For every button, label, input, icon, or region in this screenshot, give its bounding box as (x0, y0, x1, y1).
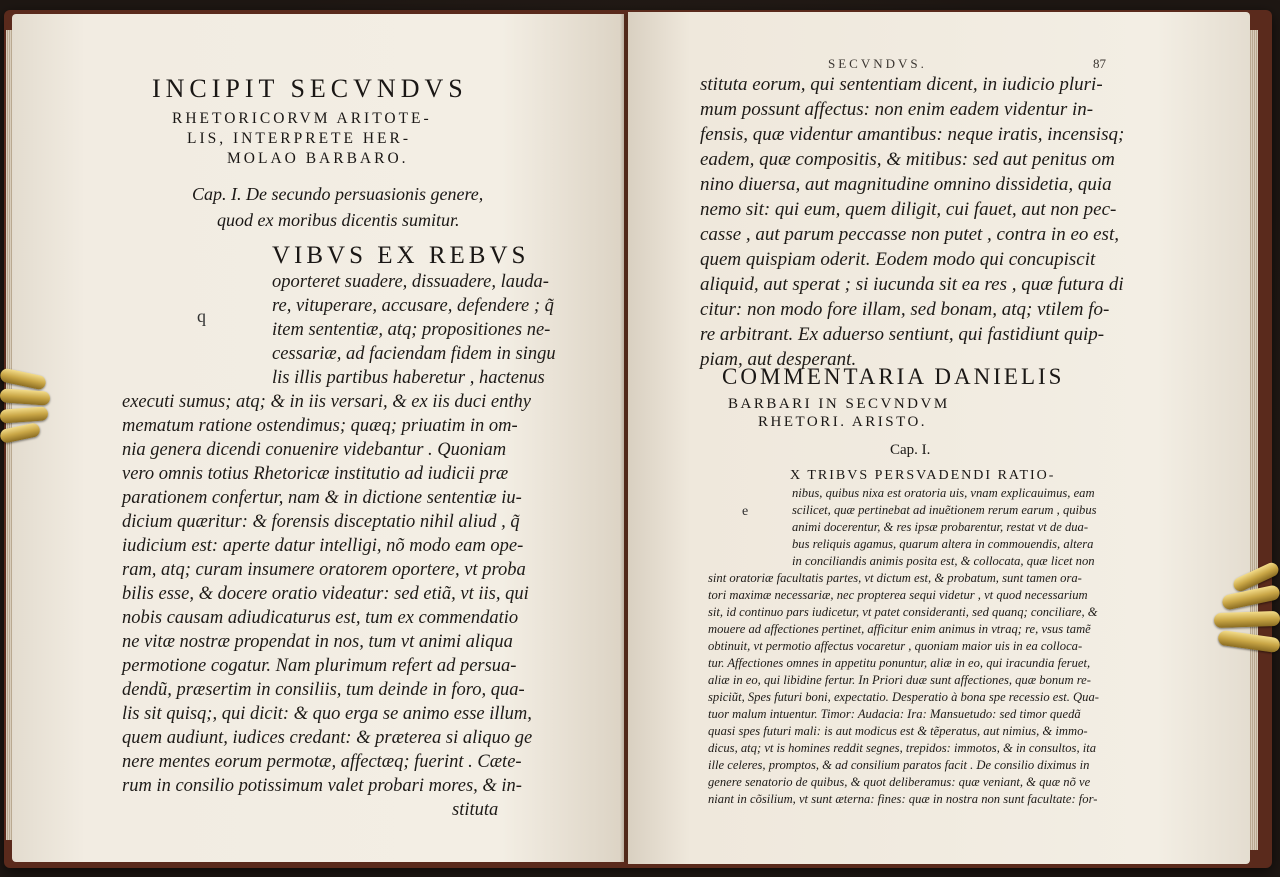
body-line: oporteret suadere, dissuadere, lauda- (272, 272, 549, 292)
body-line: iudicium est: aperte datur intelligi, nõ modo eam ope- (122, 536, 524, 556)
body-line: nemo sit: qui eum, quem diligit, cui fauet, aut non pec- (700, 199, 1117, 220)
left-title: INCIPIT SECVNDVS (152, 74, 468, 103)
commentary-line: obtinuit, vt permotio affectus vocaretur , quoniam maior uis in ea colloca- (708, 639, 1083, 653)
body-line: fensis, quæ videntur amantibus: neque iratis, incensisq; (700, 124, 1125, 145)
body-line: casse , aut parum peccasse non putet , contra in eo est, (700, 224, 1119, 245)
commentary-line: sit, id continuo pars iudicetur, vt patet consideranti, sed quanq; conciliare, & (708, 605, 1098, 619)
left-page (12, 14, 624, 862)
commentary-incipit: X TRIBVS PERSVADENDI RATIO- (790, 468, 1056, 483)
body-line: executi sumus; atq; & in iis versari, & ex iis duci enthy (122, 392, 531, 412)
body-line: vero omnis totius Rhetoricæ institutio ad iudicii præ (122, 464, 509, 484)
body-line: dicium quæritur: & forensis disceptatio nihil aliud , q̃ (122, 512, 520, 532)
body-line: nobis causam adiudicaturus est, tum ex commendatio (122, 608, 519, 628)
chapter-heading-line: quod ex moribus dicentis sumitur. (217, 210, 460, 230)
left-subtitle-line: LIS, INTERPRETE HER- (187, 130, 412, 147)
drop-cap-guide-letter: e (742, 504, 749, 519)
page-number: 87 (1093, 56, 1106, 71)
left-page-clip (0, 372, 54, 454)
chapter-heading-line: Cap. I. De secundo persuasionis genere, (192, 184, 484, 204)
body-line: eadem, quæ compositis, & mitibus: sed aut penitus om (700, 149, 1115, 170)
body-line: item sententiæ, atq; propositiones ne- (272, 320, 551, 340)
body-line: mum possunt affectus: non enim eadem videntur in- (700, 99, 1094, 120)
body-line: piam, aut desperant. (700, 349, 857, 370)
page-edges-right (1250, 30, 1258, 850)
commentary-line: spiciũt, Spes futuri boni, expectatio. Desperatio à bona spe recessio est. Qua- (708, 690, 1099, 704)
commentary-line: quasi spes futuri mali: is aut modicus est & tẽperatus, aut nimius, & immo- (708, 724, 1088, 738)
body-line: cessariæ, ad faciendam fidem in singu (272, 344, 556, 364)
body-line: quem audiunt, iudices credant: & præterea si aliquo ge (122, 728, 533, 748)
commentary-title: COMMENTARIA DANIELIS (722, 364, 1065, 389)
commentary-line: animi docerentur, & res ipsæ probarentur, restat vt de dua- (792, 520, 1089, 534)
body-line: bilis esse, & docere oratio videatur: sed etiã, vt iis, qui (122, 584, 529, 604)
commentary-line: tori maximæ necessariæ, nec propterea sequi videtur , vt quod necessarium (708, 588, 1088, 602)
commentary-line: dicus, atq; vt is homines reddit segnes, trepidos: immotos, & in consultos, ita (708, 741, 1097, 755)
commentary-line: tuor malum intuentur. Timor: Audacia: Ira: Mansuetudo: sed timor quedã (708, 707, 1081, 721)
body-line: permotione cogatur. Nam plurimum refert ad persua- (122, 656, 517, 676)
body-line: nia genera dicendi conuenire videbantur . Quoniam (122, 440, 507, 460)
commentary-subtitle-line: BARBARI IN SECVNDVM (728, 396, 950, 412)
body-line: aliquid, aut sperat ; si iucunda sit ea res , quæ futura di (700, 274, 1124, 295)
right-page-clip (1210, 570, 1280, 668)
commentary-line: genere senatorio de quibus, & quot deliberamus: quæ veniant, & quæ nõ ve (708, 775, 1091, 789)
body-line: ram, atq; curam insumere oratorem oportere, vt proba (122, 560, 526, 580)
commentary-line: ille celeres, promptos, & ad consilium paratos facit . De consilio diximus in (708, 758, 1090, 772)
body-line: quem quispiam oderit. Eodem modo qui concupiscit (700, 249, 1096, 270)
body-line: dendũ, præsertim in consiliis, tum deinde in foro, qua- (122, 680, 525, 700)
body-line: lis sit quisq;, qui dicit: & quo erga se animo esse illum, (122, 704, 532, 724)
commentary-line: nibus, quibus nixa est oratoria uis, vnam explicauimus, eam (792, 486, 1095, 500)
body-line: nino diuersa, aut magnitudine omnino dissidetia, quia (700, 174, 1112, 195)
commentary-line: niant in cõsilium, vt sunt æterna: fines: quæ in nostra non sunt facultate: for- (708, 792, 1098, 806)
commentary-line: aliæ in eo, qui libidine fertur. In Priori duæ sunt affectiones, quæ bonum re- (708, 673, 1091, 687)
body-line: parationem confertur, nam & in dictione sententiæ iu- (122, 488, 522, 508)
body-line: lis illis partibus haberetur , hactenus (272, 368, 545, 388)
body-line: re, vituperare, accusare, defendere ; q̃ (272, 296, 554, 316)
body-line: ne vitæ nostræ propendat in nos, tum vt animi aliqua (122, 632, 513, 652)
body-line: nere mentes eorum permotæ, affectæq; fuerint . Cæte- (122, 752, 522, 772)
body-line: rum in consilio potissimum valet probari mores, & in- (122, 776, 522, 796)
left-subtitle-line: MOLAO BARBARO. (227, 150, 409, 167)
commentary-line: tur. Affectiones omnes in appetitu ponuntur, aliæ in eo, qui iracundia feruet, (708, 656, 1091, 670)
running-head: SECVNDVS. (828, 56, 927, 71)
commentary-line: in conciliandis animis posita est, & collocata, quæ licet non (792, 554, 1095, 568)
catchword: stituta (452, 800, 499, 820)
body-line: stituta eorum, qui sententiam dicent, in iudicio pluri- (700, 74, 1103, 95)
commentary-line: bus reliquis agamus, quarum altera in commouendis, altera (792, 537, 1094, 551)
commentary-line: sint oratoriæ facultatis partes, vt dictum est, & probatum, sunt tamen ora- (708, 571, 1082, 585)
left-subtitle-line: RHETORICORVM ARITOTE- (172, 110, 432, 127)
commentary-line: mouere ad affectiones pertinet, afficitur enim animus in vtraq; re, vsus tamẽ (708, 622, 1091, 636)
incipit-line: VIBVS EX REBVS (272, 242, 530, 269)
body-line: mematum ratione ostendimus; quæq; priuatim in om- (122, 416, 518, 436)
commentary-subtitle-line: RHETORI. ARISTO. (758, 414, 928, 430)
drop-cap-guide-letter: q (197, 306, 206, 326)
right-page (628, 12, 1250, 864)
commentary-line: scilicet, quæ pertinebat ad inuẽtionem rerum earum , quibus (792, 503, 1097, 517)
commentary-chapter: Cap. I. (890, 442, 931, 458)
body-line: re arbitrant. Ex aduerso sentiunt, qui fastidiunt quip- (700, 324, 1105, 345)
body-line: citur: non modo fore illam, sed bonam, atq; vtilem fo- (700, 299, 1110, 320)
